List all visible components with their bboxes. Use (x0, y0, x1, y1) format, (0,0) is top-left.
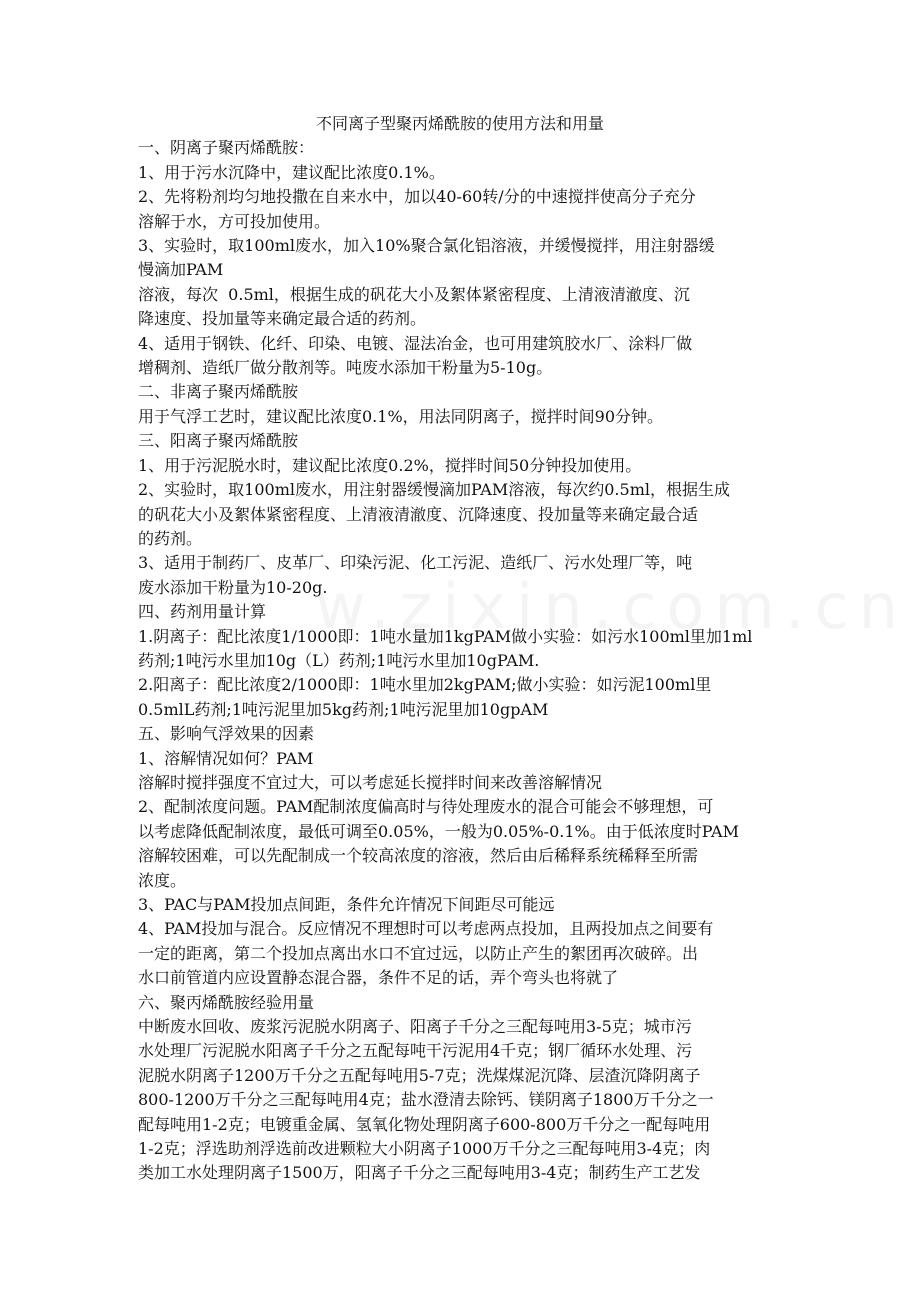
text-line: 一、阴离子聚丙烯酰胺： (138, 138, 315, 158)
text-line: 1、用于污泥脱水时，建议配比浓度0.2%，搅拌时间50分钟投加使用。 (138, 455, 642, 475)
text-line: 增稠剂、造纸厂做分散剂等。吨废水添加干粉量为5-10g。 (138, 358, 553, 378)
text-line: 3、PAC与PAM投加点间距，条件允许情况下间距尽可能远 (138, 895, 555, 914)
text-line: 中断废水回收、废浆污泥脱水阴离子、阳离子千分之三配每吨用3-5克；城市污 (138, 1017, 692, 1037)
text-line: 五、影响气浮效果的因素 (138, 724, 315, 744)
text-line: 二、非离子聚丙烯酰胺 (138, 382, 299, 402)
text-line: 水处理厂污泥脱水阳离子千分之五配每吨干污泥用4千克；钢厂循环水处理、污 (138, 1041, 693, 1061)
text-line: 溶解较困难，可以先配制成一个较高浓度的溶液，然后由后稀释系统稀释至所需 (138, 846, 699, 866)
text-line: 2、配制浓度问题。PAM配制浓度偏高时与待处理废水的混合可能会不够理想，可 (138, 797, 714, 817)
text-line: 1-2克；浮选助剂浮选前改进颗粒大小阴离子1000万千分之三配每吨用3-4克；肉 (138, 1139, 711, 1159)
text-line: 4、适用于钢铁、化纤、印染、电镀、湿法冶金，也可用建筑胶水厂、涂料厂做 (138, 333, 693, 353)
text-line: 3、实验时，取100ml废水，加入10%聚合氯化铝溶液，并缓慢搅拌，用注射器缓 (138, 236, 715, 256)
text-line: 800-1200万千分之三配每吨用4克；盐水澄清去除钙、镁阴离子1800万千分之一 (138, 1090, 714, 1110)
text-line: 降速度、投加量等来确定最合适的药剂。 (138, 309, 427, 329)
text-line: 配每吨用1-2克；电镀重金属、氢氧化物处理阴离子600-800万千分之一配每吨用 (138, 1114, 711, 1134)
document-page (138, 112, 782, 1186)
text-line: 用于气浮工艺时，建议配比浓度0.1%，用法同阴离子，搅拌时间90分钟。 (138, 406, 664, 426)
text-line: 1.阴离子：配比浓度1/1000即：1吨水量加1kgPAM做小实验：如污水100ml里加1ml (138, 626, 753, 646)
text-line: 水口前管道内应设置静态混合器，条件不足的话，弄个弯头也将就了 (138, 968, 619, 988)
text-line: 三、阳离子聚丙烯酰胺 (138, 431, 299, 451)
document-body (138, 136, 782, 1185)
text-line: 以考虑降低配制浓度，最低可调至0.05%，一般为0.05%-0.1%。由于低浓度时PAM (138, 821, 739, 841)
text-line: 药剂;1吨污水里加10g（L）药剂;1吨污水里加10gPAM. (138, 650, 540, 670)
text-line: 3、适用于制药厂、皮革厂、印染污泥、化工污泥、造纸厂、污水处理厂等，吨 (138, 553, 693, 573)
text-line: 的药剂。 (138, 528, 203, 548)
text-line: 2、实验时，取100ml废水，用注射器缓慢滴加PAM溶液，每次约0.5ml，根据生成 (138, 480, 730, 500)
text-line: 2.阳离子：配比浓度2/1000即：1吨水里加2kgPAM;做小实验：如污泥100ml里 (138, 675, 712, 695)
text-line: 的矾花大小及絮体紧密程度、上清液清澈度、沉降速度、投加量等来确定最合适 (138, 504, 699, 524)
text-line: 浓度。 (138, 870, 187, 890)
text-line: 六、聚丙烯酰胺经验用量 (138, 992, 315, 1012)
text-line: 4、PAM投加与混合。反应情况不理想时可以考虑两点投加，且两投加点之间要有 (138, 919, 714, 939)
text-line: 溶解于水，方可投加使用。 (138, 211, 331, 231)
text-line: 2、先将粉剂均匀地投撒在自来水中，加以40-60转/分的中速搅拌使高分子充分 (138, 187, 696, 207)
text-line: 0.5mlL药剂;1吨污泥里加5kg药剂;1吨污泥里加10gpAM (138, 699, 549, 719)
text-line: 1、用于污水沉降中，建议配比浓度0.1%。 (138, 162, 445, 182)
text-line: 泥脱水阴离子1200万千分之五配每吨用5-7克；洗煤煤泥沉降、层渣沉降阴离子 (138, 1065, 701, 1085)
text-line: 废水添加干粉量为10-20g. (138, 577, 328, 597)
text-line: 溶液，每次 0.5ml，根据生成的矾花大小及絮体紧密程度、上清液清澈度、沉 (138, 284, 690, 304)
text-line: 1、溶解情况如何？PAM (138, 748, 314, 768)
text-line: 慢滴加PAM (138, 260, 224, 280)
document-title: 不同离子型聚丙烯酰胺的使用方法和用量 (315, 114, 604, 133)
text-line: 溶解时搅拌强度不宜过大，可以考虑延长搅拌时间来改善溶解情况 (138, 772, 603, 792)
text-line: 四、药剂用量计算 (138, 602, 267, 622)
text-line: 类加工水处理阴离子1500万，阳离子千分之三配每吨用3-4克；制药生产工艺发 (138, 1163, 701, 1183)
text-line: 一定的距离，第二个投加点离出水口不宜过远，以防止产生的絮团再次破碎。出 (138, 943, 699, 963)
